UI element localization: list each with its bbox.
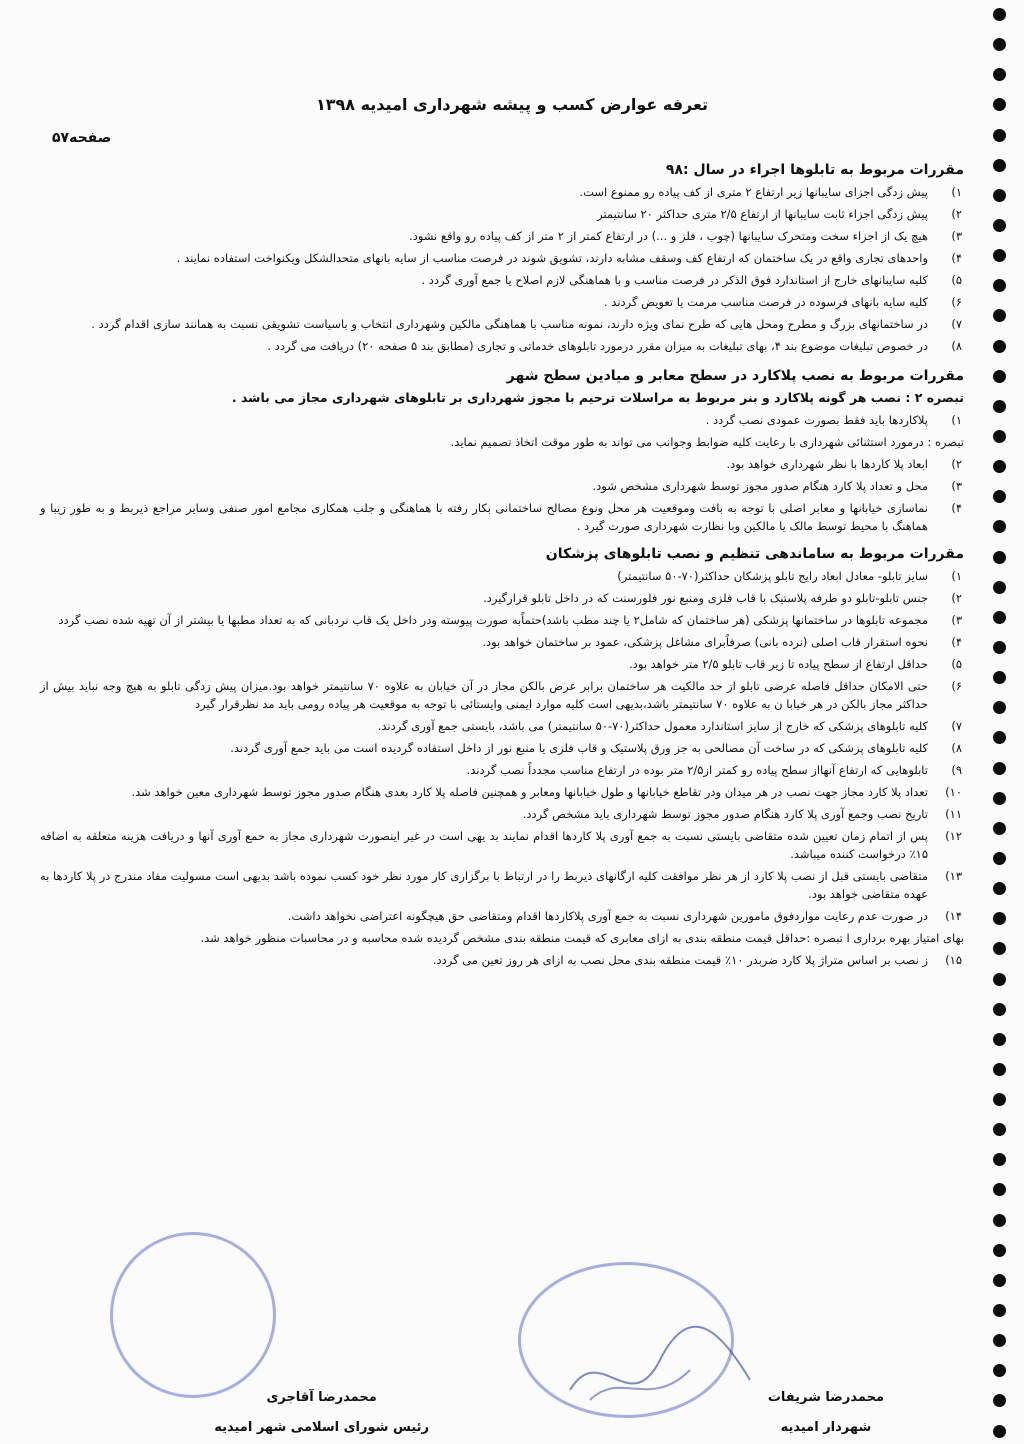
list-item: ۱۲) پس از اتمام زمان تعیین شده متقاضی بایستی نسبت به جمع آوری پلا کاردها اقدام نمایند بد یهی است در غیر اینصورت شهرداری مجاز به حمع آوری آنها و دریافت هزینه متعلقه به اضافه ۱۵٪ درخواست کننده میباشد. xyxy=(40,829,962,861)
list-item: ۴) واحدهای تجاری واقع در یک ساختمان که ارتفاع کف وسقف مشابه دارند، تشویق شوند در فرصت مناسب از سایه بانهای متحدالشکل ویکنواخت استفاده نمایند . xyxy=(176,251,962,265)
document-title: تعرفه عوارض کسب و پیشه شهرداری امیدیه ۱۳۹۸ xyxy=(315,95,709,114)
list-item: ۳) محل و تعداد پلا کارد هنگام صدور مجوز توسط شهرداری مشخص شود. xyxy=(592,479,962,493)
list-item: ۵) حداقل ارتفاع از سطح پیاده تا زیر قاب تابلو ۲/۵ متر خواهد بود. xyxy=(629,657,962,671)
list-item: ۴) نماسازی خیابانها و معابر اصلی با توجه به بافت وموقعیت هر محل ونوع مصالح ساختمانی بکار رفته با هماهنگی و جلب همکاری مجامع امور صنفی وسایر مراجع ذیربط و به طور زیبا و هماهنگ با محیط توسط مالک یا مالکین وبا نظارت شهرداری صورت گیرد . xyxy=(40,501,962,533)
binding-holes xyxy=(992,8,1006,1438)
note-exception: تبصره : درمورد استثنائی شهرداری با رعایت کلیه ضوابط وجوانب می تواند به طور موقت اتخاذ تصمیم نماید. xyxy=(450,435,964,449)
list-item: ۱۰) تعداد پلا کارد مجاز جهت نصب در هر میدان ودر تقاطع خیابانها و طول خیابانها ومعابر و همچنین فاصله پلا کارد بعدی هنگام صدور مجوز توسط شهرداری معین خواهد شد. xyxy=(131,785,962,799)
list-item: ۳) مجموعه تابلوها در ساختمانها پزشکی (هر ساختمان که شامل۲ یا چند مطب باشد)حتماًبه صورت پیوسته ودر داخل یک قاب نردبانی که به تعداد مطبها یا بیشتر از آن تهیه شده نصب گردد xyxy=(58,613,962,627)
mayor-name: محمدرضا شریفات xyxy=(767,1390,884,1405)
list-item: ۱) پلاکاردها باید فقط بصورت عمودی نصب گردد . xyxy=(705,413,962,427)
list-item: ۵) کلیه سایبانهای خارج از استاندارد فوق الذکر در فرصت مناسب و با هماهنگی لازم اصلاح یا جمع آوری گردد . xyxy=(421,273,962,287)
list-item: ۱۳) متقاضی بایستی قبل از نصب پلا کارد از هر نظر موافقت کلیه ارگانهای ذیربط را در ارتباط با برگزاری کار مورد نظر خود کسب نموده باشد بدیهی است مسولیت مفاد مندرج در پلا کاردها به عهده متقاضی خواهد بود. xyxy=(40,869,962,901)
list-item: ۴) نحوه استقرار قاب اصلی (نرده بانی) صرفاًبرای مشاغل پزشکی، عمود بر ساختمان خواهد بود. xyxy=(482,635,962,649)
list-item: ۳) هیچ یک از اجزاء سخت ومتحرک سایبانها (چوب ، فلز و ...) در ارتفاع کمتر از ۲ متر از کف پیاده رو واقع نشود. xyxy=(409,229,962,243)
list-item: ۱) پیش زدگی اجزای سایبانها زیر ارتفاع ۲ متری از کف پیاده رو ممنوع است. xyxy=(579,185,962,199)
list-item: ۲) ابعاد پلا کاردها با نظر شهرداری خواهد بود. xyxy=(726,457,962,471)
section-title-signboards: مقررات مربوط به تابلوها اجراء در سال :۹۸ xyxy=(665,162,964,178)
list-item: ۱) سایز تابلو- معادل ابعاد رایج تابلو پزشکان حداکثر(۷۰-۵۰ سانتیمتر) xyxy=(617,569,962,583)
list-item: ۸) در خصوص تبلیغات موضوع بند ۴، بهای تبلیغات به میزان مقرر درمورد تابلوهای خدماتی و تجاری (مطابق بند ۵ صفحه ۲۰) دریافت می گردد . xyxy=(267,339,962,353)
list-item: ۹) تابلوهایی که ارتفاع آنهااز سطح پیاده رو کمتر از۲/۵ متر بوده در ارتفاع مناسب مجدداً نصب گردند. xyxy=(466,763,962,777)
council-stamp xyxy=(110,1232,276,1398)
section-signboards-list xyxy=(40,183,964,355)
list-item: ۶) کلیه سایه بانهای فرسوده در فرصت مناسب مرمت یا تعویض گردند . xyxy=(603,295,962,309)
list-item: ۶) حتی الامکان حداقل فاصله عرضی تابلو از حد مالکیت هر ساختمان برابر عرض بالکن مجاز در آن خیابان به علاوه ۷۰ سانتیمتر خواهد بود.میزان پیش زدگی تابلو به هیچ وجه نباید بیش از حداکثر مجاز بالکن در هر خیابا ن به علاوه ۷۰ سانتیمتر باشد،بدیهی است کلیه موارد ایمنی وایستائی با توجه به موقعیت هر پیاده رومی باید مد نظرقرار گیرد xyxy=(40,679,962,711)
note-zoning-price: بهای امتیاز بهره برداری ا تبصره :حداقل قیمت منطقه بندی به ازای معابری که قیمت منطقه بندی مشخص گردیده شده محاسبه و در محاسبات منظور خواهد شد. xyxy=(200,931,964,945)
list-item: ۲) پیش زدگی اجزاء ثابت سایبانها از ارتفاع ۲/۵ متری حداکثر ۲۰ سانتیمتر xyxy=(597,207,962,221)
mayor-title: شهردار امیدیه xyxy=(780,1420,872,1435)
note-placard-permit: تبصره ۲ : نصب هر گونه پلاکارد و بنر مربوط به مراسلات ترحیم با مجوز شهرداری بر تابلوهای شهرداری مجاز می باشد . xyxy=(231,390,964,405)
council-name: محمدرضا آقاجری xyxy=(266,1390,377,1405)
list-item: ۸) کلیه تابلوهای پزشکی که در ساخت آن مصالحی به جز ورق پلاستیک و قاب فلزی یا منبع نور از داخل استفاده گردیده است می باید جمع آوری گردند. xyxy=(230,741,962,755)
signature-mayor xyxy=(768,1383,884,1443)
section-medical-list xyxy=(40,567,964,925)
list-item: ۷) در ساختمانهای بزرگ و مطرح ومحل هایی که طرح نمای ویژه دارند، نمونه مناسب با هماهنگی مالکین وشهرداری انتخاب و باسیاست تشویقی نسبت به همانند سازی اقدام گردد . xyxy=(91,317,962,331)
signature-scribble xyxy=(560,1300,760,1430)
list-item: ۲) جنس تابلو-تابلو دو طرفه پلاستیک با قاب فلزی ومنبع نور فلورسنت که در داخل تابلو قرارگیرد. xyxy=(483,591,962,605)
list-item: ۱۱) تاریخ نصب وجمع آوری پلا کارد هنگام صدور مجوز توسط شهرداری باید مشخص گردد. xyxy=(522,807,962,821)
list-item: ۱۵) ز نصب بر اساس متراژ پلا کارد ضربدر ۱۰٪ قیمت منطقه بندی محل نصب به ازای هر روز تعین می گردد. xyxy=(432,953,962,967)
council-title: رئیس شورای اسلامی شهر امیدیه xyxy=(214,1420,429,1435)
list-item: ۱۴) در صورت عدم رعایت مواردفوق مامورین شهرداری نسبت به جمع آوری پلاکاردها اقدام ومتقاضی حق هیچگونه اعتراضی نخواهد داشت. xyxy=(287,909,962,923)
signature-council xyxy=(214,1383,429,1443)
section-title-placards: مقررات مربوط به نصب پلاکارد در سطح معابر و میادین سطح شهر xyxy=(506,368,964,384)
page-number: صفحه۵۷ xyxy=(52,130,112,146)
section-title-medical-signs: مقررات مربوط به ساماندهی تنظیم و نصب تابلوهای پزشکان xyxy=(545,546,964,562)
list-item: ۷) کلیه تابلوهای پزشکی که خارج از سایز استاندارد معمول حداکثر(۷۰-۵۰ سانتیمتر) می باشد، بایستی جمع آوری گردند. xyxy=(377,719,962,733)
document-body xyxy=(40,155,964,973)
